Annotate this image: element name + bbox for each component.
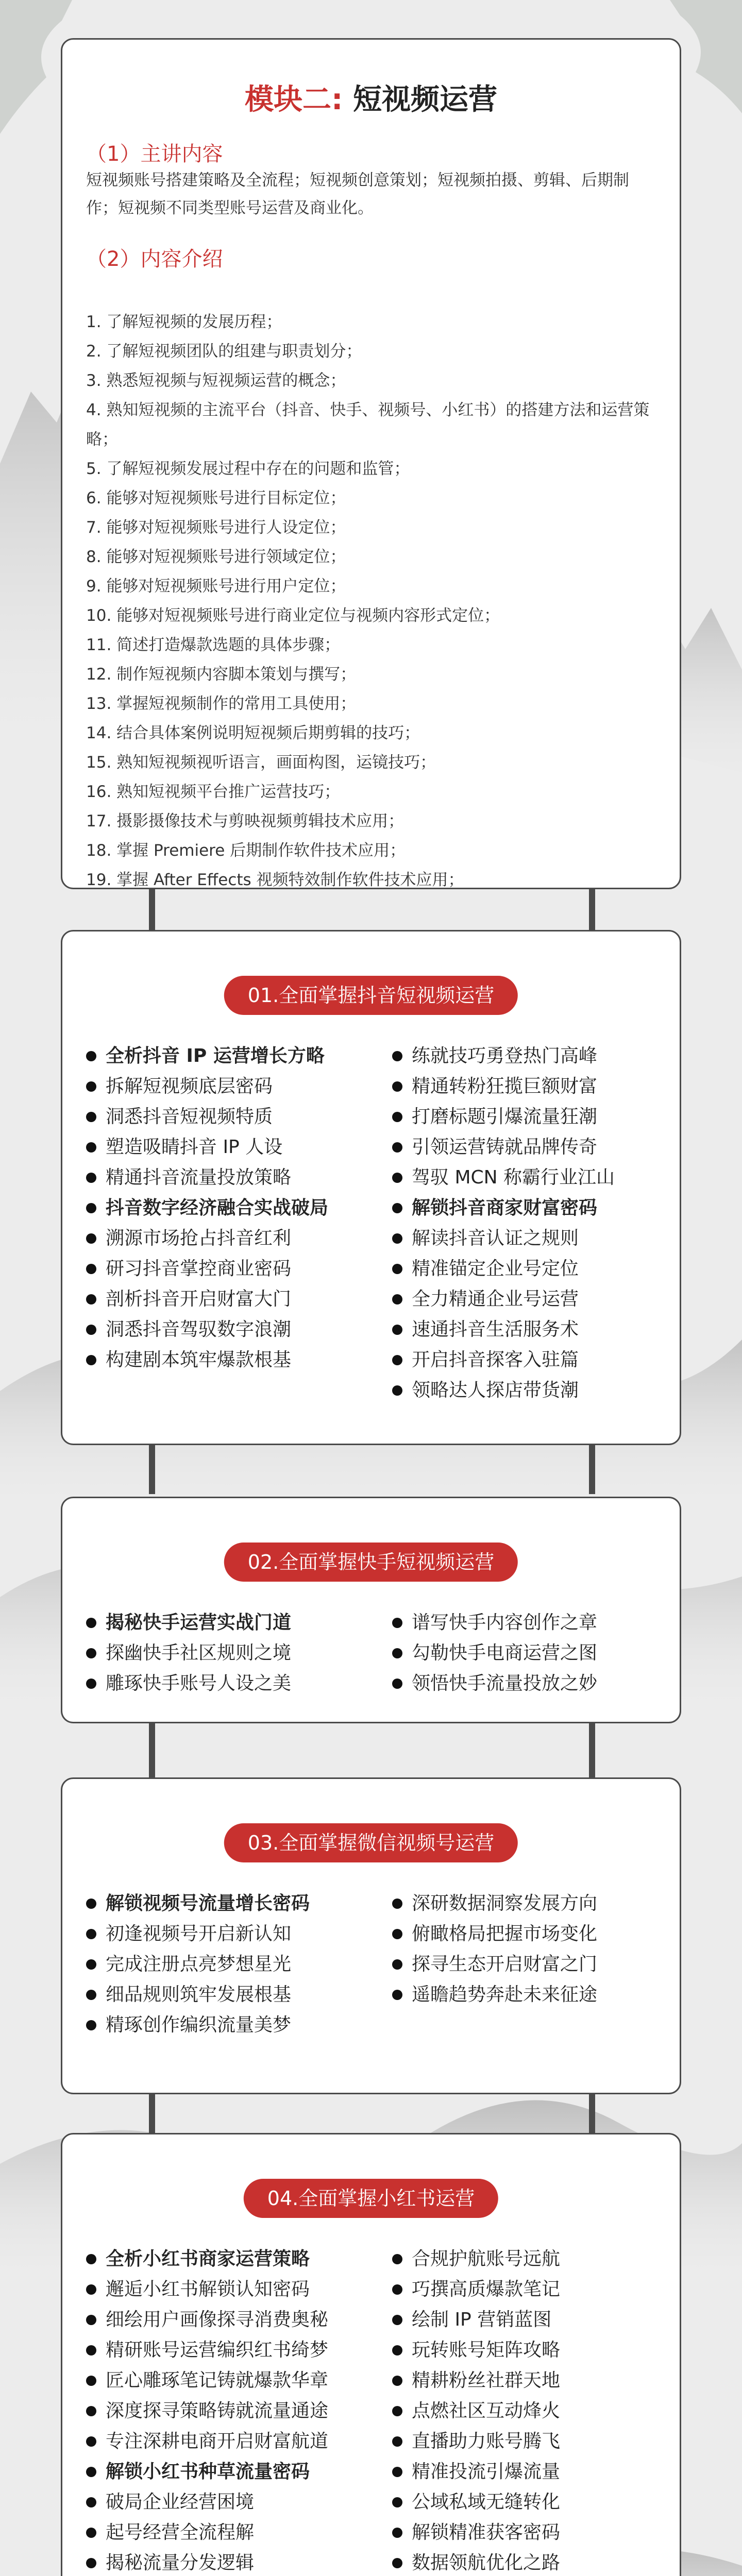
list-item: 研习抖音掌控商业密码: [86, 1253, 375, 1284]
list-item: 深度探寻策略铸就流量通途: [86, 2396, 375, 2426]
connector-left: [149, 1721, 155, 1777]
list-item: 起号经营全流程解: [86, 2517, 375, 2548]
module-title-prefix: 模块二:: [245, 83, 343, 116]
intro-list-item: 15. 熟知短视频视听语言，画面构图，运镜技巧；: [86, 753, 436, 772]
section-right-list: [392, 2244, 660, 2576]
list-item: 玩转账号矩阵攻略: [392, 2335, 660, 2365]
section-card-channels: [61, 1777, 681, 2094]
section-title-pill: 03.全面掌握微信视频号运营: [224, 1823, 518, 1862]
list-item: 精耕粉丝社群天地: [392, 2365, 660, 2396]
module-card: [61, 38, 681, 889]
list-item: 领悟快手流量投放之妙: [392, 1668, 660, 1699]
module-title-main: 短视频运营: [352, 83, 497, 116]
list-item-highlight: 解锁小红书种草流量密码: [86, 2456, 375, 2487]
section-left-list: [86, 1041, 375, 1375]
list-item: 解读抖音认证之规则: [392, 1223, 660, 1253]
list-item: 谱写快手内容创作之章: [392, 1607, 660, 1638]
list-item: 引领运营铸就品牌传奇: [392, 1132, 660, 1162]
list-item: 打磨标题引爆流量狂潮: [392, 1101, 660, 1132]
intro-list-item: 9. 能够对短视频账号进行用户定位；: [86, 577, 346, 596]
list-item-highlight: 抖音数字经济融合实战破局: [86, 1193, 375, 1223]
intro-list-item: 5. 了解短视频发展过程中存在的问题和监管；: [86, 460, 410, 478]
list-item: 俯瞰格局把握市场变化: [392, 1919, 660, 1949]
lecture-text: 短视频账号搭建策略及全流程；短视频创意策划；短视频拍摄、剪辑、后期制作；短视频不同类型账号运营及商业化。: [86, 171, 629, 217]
list-item: 精准投流引爆流量: [392, 2456, 660, 2487]
list-item: 直播助力账号腾飞: [392, 2426, 660, 2456]
section-card-xiaohongshu: [61, 2133, 681, 2576]
list-item: 速通抖音生活服务术: [392, 1314, 660, 1345]
list-item-highlight: 解锁视频号流量增长密码: [86, 1888, 375, 1919]
list-item: 精琢创作编织流量美梦: [86, 2010, 375, 2040]
section-left-list: [86, 1888, 375, 2040]
intro-list-item: 12. 制作短视频内容脚本策划与撰写；: [86, 665, 357, 684]
list-item: 公域私域无缝转化: [392, 2487, 660, 2517]
intro-list-item: 7. 能够对短视频账号进行人设定位；: [86, 518, 346, 537]
list-item: 拆解短视频底层密码: [86, 1071, 375, 1101]
list-item: 塑造吸睛抖音 IP 人设: [86, 1132, 375, 1162]
list-item: 剖析抖音开启财富大门: [86, 1284, 375, 1314]
lecture-heading: （1）主讲内容: [86, 142, 223, 166]
section-card-douyin: [61, 930, 681, 1445]
list-item-highlight: 揭秘快手运营实战门道: [86, 1607, 375, 1638]
list-item: 合规护航账号远航: [392, 2244, 660, 2274]
section-title-pill: 01.全面掌握抖音短视频运营: [224, 976, 518, 1015]
intro-list-item: 17. 摄影摄像技术与剪映视频剪辑技术应用；: [86, 812, 404, 831]
connector-right: [589, 1721, 595, 1777]
module-title: [62, 77, 680, 118]
section-card-kuaishou: [61, 1497, 681, 1723]
list-item: 点燃社区互动烽火: [392, 2396, 660, 2426]
section-title-pill: 02.全面掌握快手短视频运营: [224, 1543, 518, 1582]
list-item: 洞悉抖音驾驭数字浪潮: [86, 1314, 375, 1345]
intro-list-item: 2. 了解短视频团队的组建与职责划分；: [86, 342, 362, 361]
list-item: 绘制 IP 营销蓝图: [392, 2304, 660, 2335]
list-item: 初逢视频号开启新认知: [86, 1919, 375, 1949]
list-item: 全力精通企业号运营: [392, 1284, 660, 1314]
section-left-list: [86, 1607, 375, 1699]
intro-list-item: 3. 熟悉短视频与短视频运营的概念；: [86, 371, 346, 390]
list-item: 开启抖音探客入驻篇: [392, 1345, 660, 1375]
list-item: 精准锚定企业号定位: [392, 1253, 660, 1284]
intro-heading: （2）内容介绍: [86, 247, 223, 271]
list-item: 遥瞻趋势奔赴未来征途: [392, 1979, 660, 2010]
intro-list-item: 8. 能够对短视频账号进行领域定位；: [86, 548, 346, 566]
list-item: 数据领航优化之路: [392, 2548, 660, 2576]
list-item: 精研账号运营编织红书绮梦: [86, 2335, 375, 2365]
list-item: 细品规则筑牢发展根基: [86, 1979, 375, 2010]
list-item: 洞悉抖音短视频特质: [86, 1101, 375, 1132]
list-item: 破局企业经营困境: [86, 2487, 375, 2517]
list-item: 精通抖音流量投放策略: [86, 1162, 375, 1193]
section-left-list: [86, 2244, 375, 2576]
list-item: 雕琢快手账号人设之美: [86, 1668, 375, 1699]
list-item: 探寻生态开启财富之门: [392, 1949, 660, 1979]
list-item: 精通转粉狂揽巨额财富: [392, 1071, 660, 1101]
list-item: 邂逅小红书解锁认知密码: [86, 2274, 375, 2304]
list-item: 溯源市场抢占抖音红利: [86, 1223, 375, 1253]
intro-list-item: 18. 掌握 Premiere 后期制作软件技术应用；: [86, 841, 406, 860]
section-title-pill: 04.全面掌握小红书运营: [244, 2179, 498, 2218]
list-item: 探幽快手社区规则之境: [86, 1638, 375, 1668]
intro-list-item: 6. 能够对短视频账号进行目标定位；: [86, 489, 346, 507]
section-right-list: [392, 1041, 660, 1405]
section-right-list: [392, 1888, 660, 2010]
intro-list-item: 14. 结合具体案例说明短视频后期剪辑的技巧；: [86, 724, 420, 742]
intro-list-item: 13. 掌握短视频制作的常用工具使用；: [86, 694, 357, 713]
list-item: 解锁精准获客密码: [392, 2517, 660, 2548]
intro-list-item: 11. 简述打造爆款选题的具体步骤；: [86, 636, 341, 654]
intro-list-item: 10. 能够对短视频账号进行商业定位与视频内容形式定位；: [86, 606, 500, 625]
list-item: 深研数据洞察发展方向: [392, 1888, 660, 1919]
section-right-list: [392, 1607, 660, 1699]
list-item-highlight: 全析小红书商家运营策略: [86, 2244, 375, 2274]
list-item: 勾勒快手电商运营之图: [392, 1638, 660, 1668]
list-item: 练就技巧勇登热门高峰: [392, 1041, 660, 1071]
list-item: 驾驭 MCN 称霸行业江山: [392, 1162, 660, 1193]
intro-list-item: 1. 了解短视频的发展历程；: [86, 313, 282, 331]
list-item: 细绘用户画像探寻消费奥秘: [86, 2304, 375, 2335]
list-item: 领略达人探店带货潮: [392, 1375, 660, 1405]
list-item-highlight: 解锁抖音商家财富密码: [392, 1193, 660, 1223]
intro-list-item: 4. 熟知短视频的主流平台（抖音、快手、视频号、小红书）的搭建方法和运营策略；: [86, 401, 650, 449]
list-item: 完成注册点亮梦想星光: [86, 1949, 375, 1979]
list-item: 构建剧本筑牢爆款根基: [86, 1345, 375, 1375]
list-item: 匠心雕琢笔记铸就爆款华章: [86, 2365, 375, 2396]
list-item: 专注深耕电商开启财富航道: [86, 2426, 375, 2456]
list-item-highlight: 全析抖音 IP 运营增长方略: [86, 1041, 375, 1071]
intro-list: [86, 308, 658, 895]
list-item: 揭秘流量分发逻辑: [86, 2548, 375, 2576]
list-item: 巧撰高质爆款笔记: [392, 2274, 660, 2304]
intro-list-item: 19. 掌握 After Effects 视频特效制作软件技术应用；: [86, 871, 464, 889]
intro-list-item: 16. 熟知短视频平台推广运营技巧；: [86, 783, 341, 801]
